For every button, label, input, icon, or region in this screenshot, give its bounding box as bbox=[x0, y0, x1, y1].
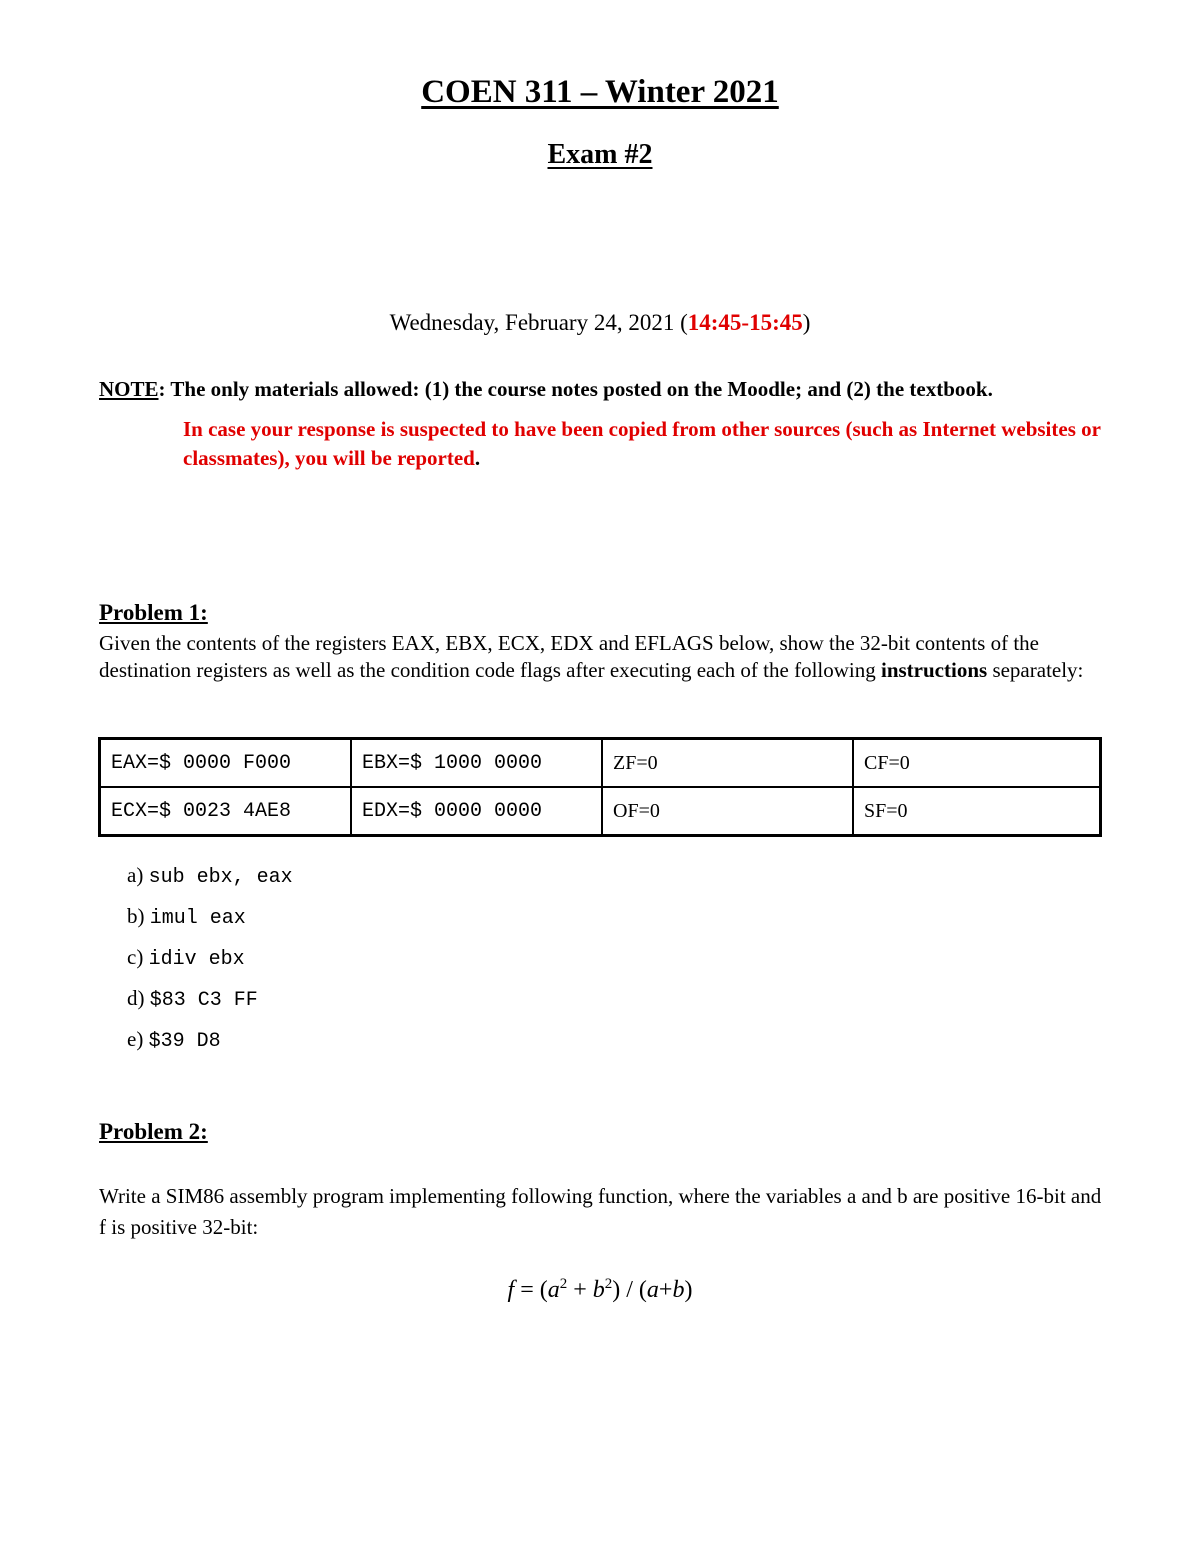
function-formula: $f = (a^2 + b^2) / (a+b)$ bbox=[507, 1276, 693, 1303]
table-row bbox=[100, 787, 1101, 836]
register-cell-eax: EAX=$ 0000 F000 bbox=[100, 739, 352, 788]
list-item: c) idiv ebx bbox=[127, 945, 245, 971]
flag-cell-of: OF=0 bbox=[602, 787, 853, 836]
note-label: NOTE bbox=[99, 377, 159, 401]
problem-1-heading: Problem 1: bbox=[99, 600, 208, 625]
exam-title: COEN 311 – Winter 2021 bbox=[421, 74, 779, 110]
list-item: a) sub ebx, eax bbox=[127, 863, 293, 889]
register-cell-ecx: ECX=$ 0023 4AE8 bbox=[100, 787, 352, 836]
register-cell-ebx: EBX=$ 1000 0000 bbox=[351, 739, 602, 788]
table-row bbox=[100, 739, 1101, 788]
materials-note bbox=[99, 377, 993, 402]
problem-2-text: Write a SIM86 assembly program implementing following function, where the variables a and b are positive 16-bit and f is positive 32-bit: bbox=[99, 1184, 1102, 1239]
list-item: e) $39 D8 bbox=[127, 1027, 221, 1053]
flag-cell-sf: SF=0 bbox=[853, 787, 1101, 836]
flag-cell-cf: CF=0 bbox=[853, 739, 1101, 788]
exam-subtitle: Exam #2 bbox=[547, 139, 653, 170]
list-item: b) imul eax bbox=[127, 904, 246, 930]
exam-date-line: Wednesday, February 24, 2021 (14:45-15:45) bbox=[389, 310, 811, 335]
exam-time: 14:45-15:45 bbox=[687, 310, 803, 335]
register-cell-edx: EDX=$ 0000 0000 bbox=[351, 787, 602, 836]
note-text: : The only materials allowed: (1) the course notes posted on the Moodle; and (2) the textbook. bbox=[158, 377, 993, 401]
plagiarism-warning: In case your response is suspected to have been copied from other sources (such as Internet websites or classmates), you will be reported. bbox=[183, 417, 1101, 470]
problem-2-heading: Problem 2: bbox=[99, 1119, 208, 1144]
register-table bbox=[98, 737, 1102, 837]
list-item: d) $83 C3 FF bbox=[127, 986, 258, 1012]
instruction-list bbox=[127, 858, 293, 1063]
flag-cell-zf: ZF=0 bbox=[602, 739, 853, 788]
warning-text: In case your response is suspected to have been copied from other sources (such as Internet websites or classmates), you will be reported bbox=[183, 417, 1101, 470]
problem-1-text: Given the contents of the registers EAX, EBX, ECX, EDX and EFLAGS below, show the 32-bit contents of the destination registers as well as the condition code flags after executing each of the following instructions separately: bbox=[99, 631, 1084, 682]
exam-date: Wednesday, February 24, 2021 bbox=[389, 310, 675, 335]
